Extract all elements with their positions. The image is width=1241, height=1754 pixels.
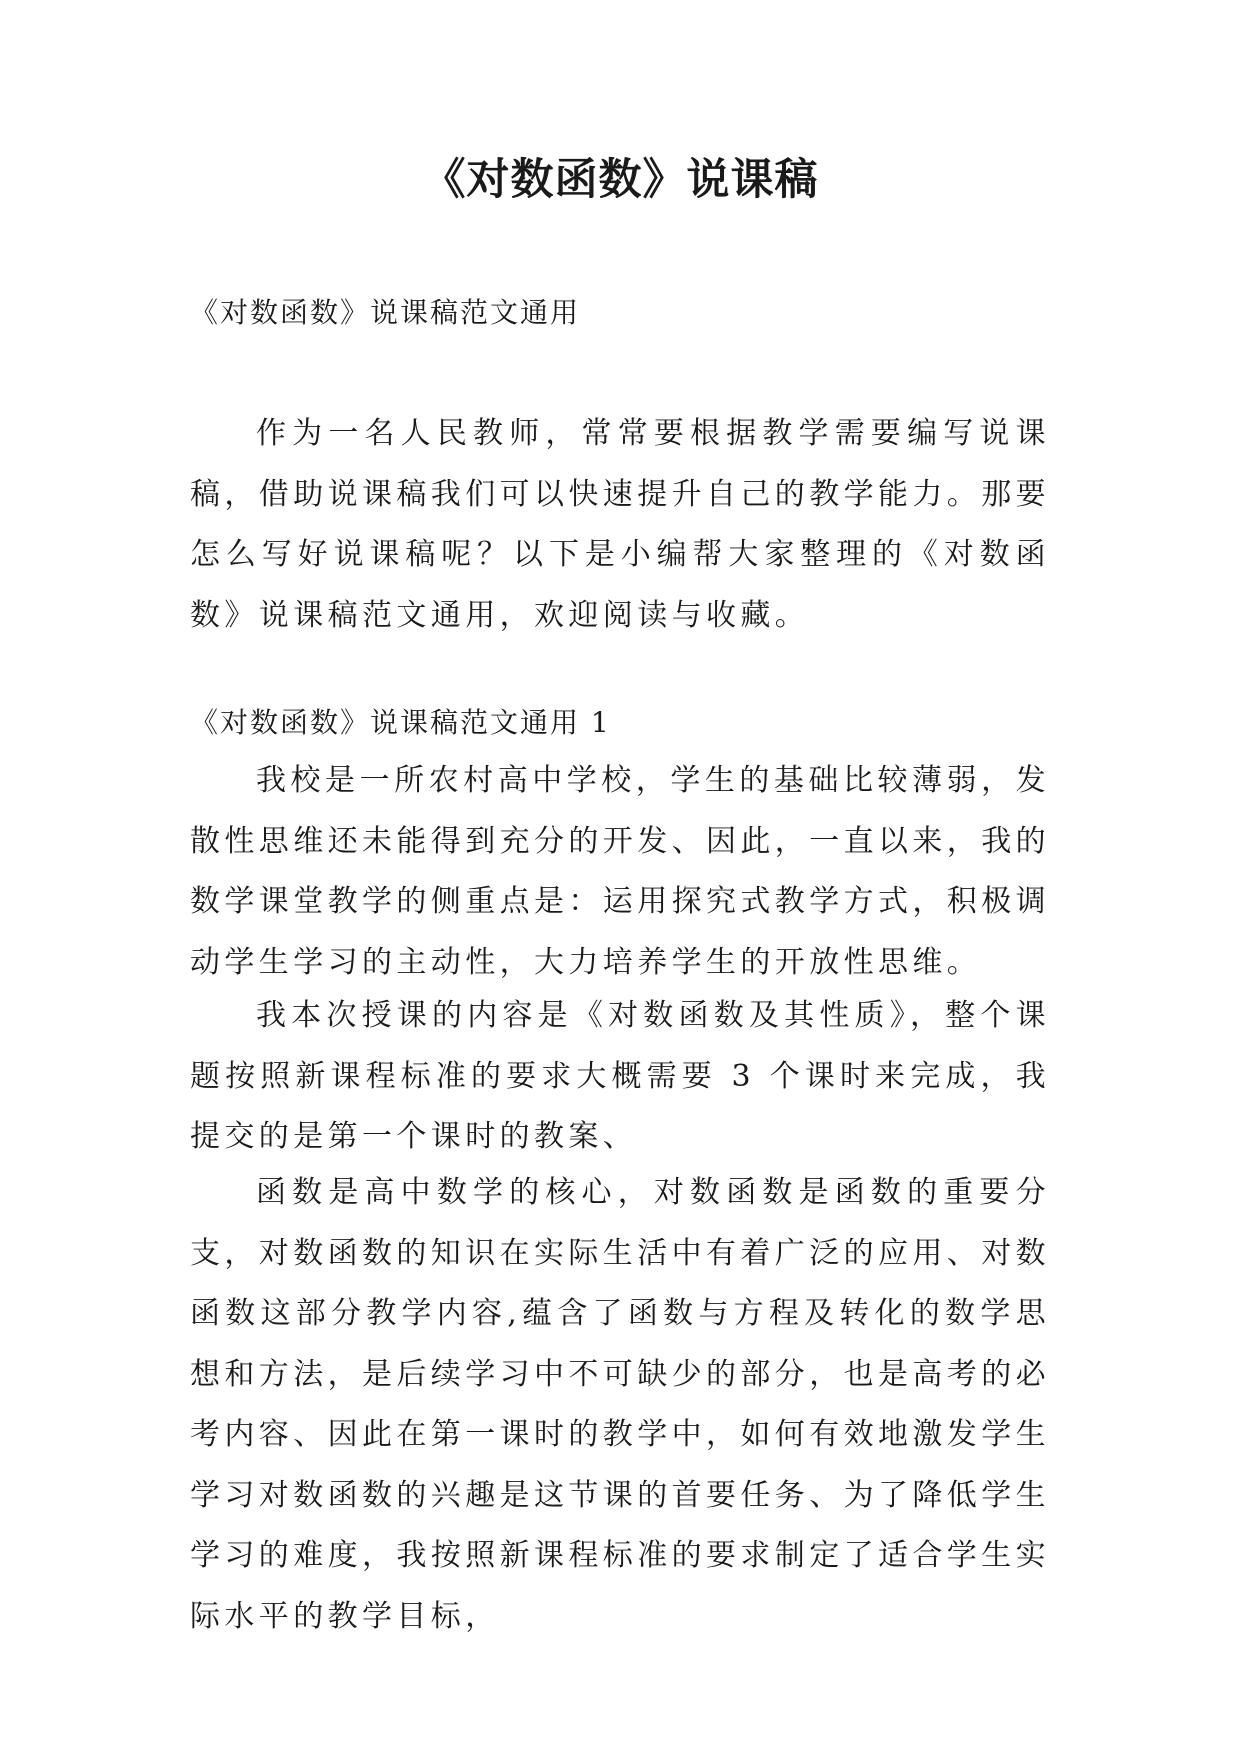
body-paragraph: 我校是一所农村高中学校，学生的基础比较薄弱，发散性思维还未能得到充分的开发、因此，一直以来，我的数学课堂教学的侧重点是：运用探究式教学方式，积极调动学生学习的主动性，大力培养学生的开放性思维。	[190, 763, 1050, 980]
section-heading: 《对数函数》说课稿范文通用 1	[190, 706, 611, 739]
document-subtitle: 《对数函数》说课稿范文通用	[190, 296, 581, 329]
body-paragraph: 我本次授课的内容是《对数函数及其性质》，整个课题按照新课程标准的要求大概需要 3 个课时来完成，我提交的是第一个课时的教案、	[190, 998, 1050, 1154]
document-title: 《对数函数》说课稿	[422, 155, 819, 205]
intro-paragraph: 作为一名人民教师，常常要根据教学需要编写说课稿，借助说课稿我们可以快速提升自己的教学能力。那要怎么写好说课稿呢？以下是小编帮大家整理的《对数函数》说课稿范文通用，欢迎阅读与收藏。	[190, 416, 1050, 633]
body-paragraph: 函数是高中数学的核心，对数函数是函数的重要分支，对数函数的知识在实际生活中有着广泛的应用、对数函数这部分教学内容,蕴含了函数与方程及转化的数学思想和方法，是后续学习中不可缺少的部分，也是高考的必考内容、因此在第一课时的教学中，如何有效地激发学生学习对数函数的兴趣是这节课的首要任务、为了降低学生学习的难度，我按照新课程标准的要求制定了适合学生实际水平的教学目标，	[190, 1175, 1050, 1634]
